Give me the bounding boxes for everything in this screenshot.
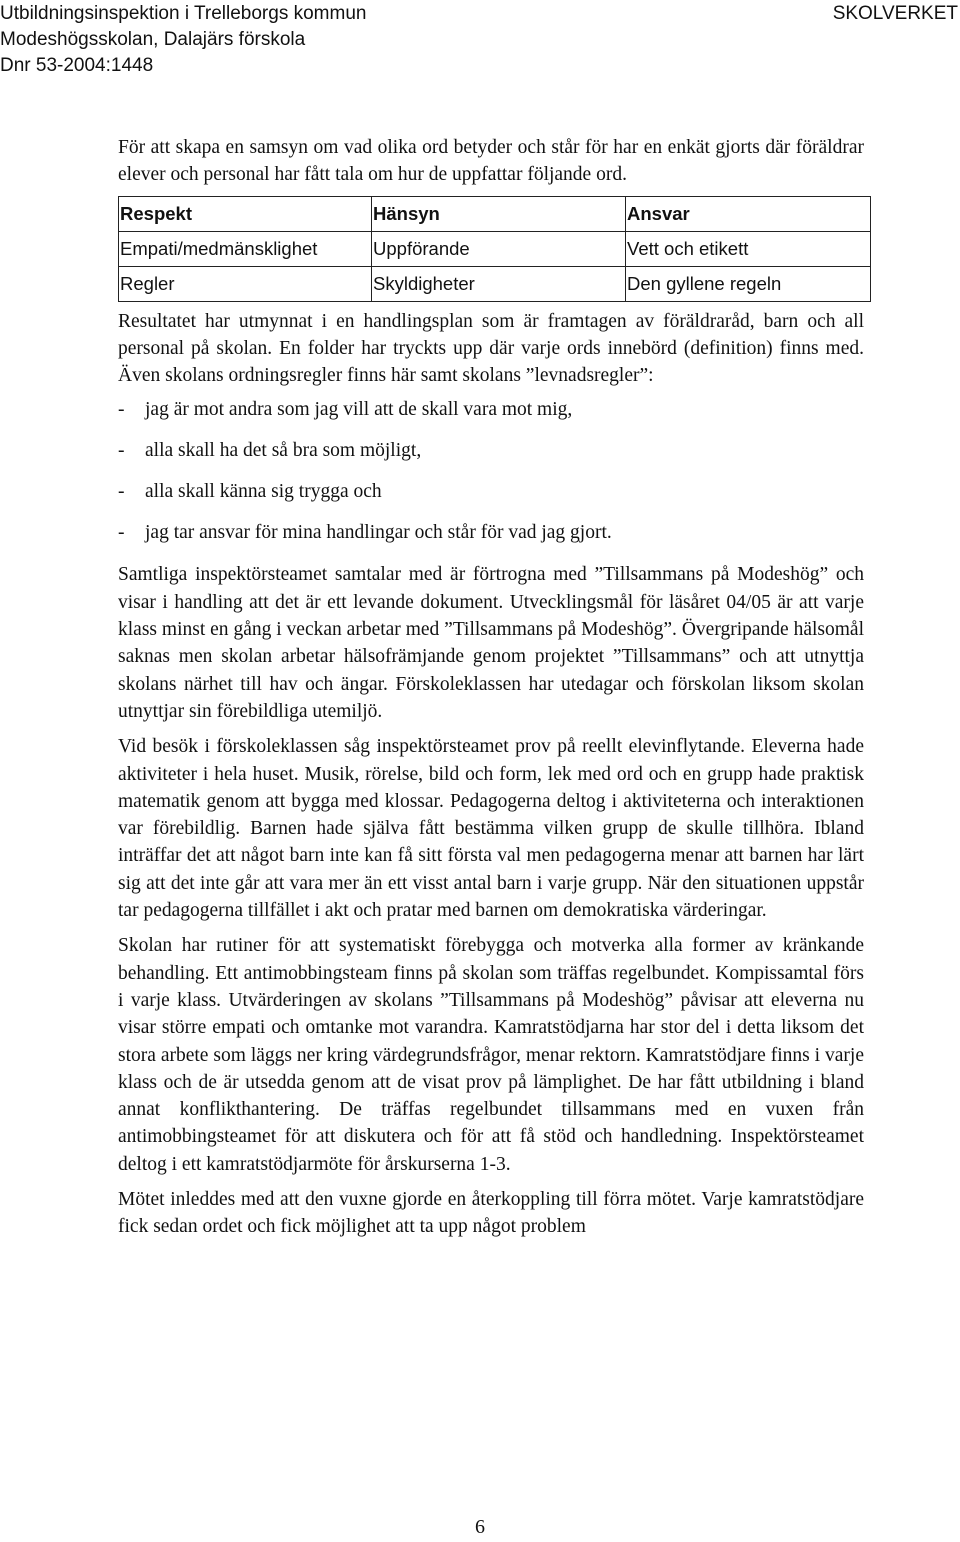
- paragraph-3: Samtliga inspektörsteamet samtalar med är förtrogna med ”Tillsammans på Modeshög” och visar i handling att det är ett levande dokument. Utvecklingsmål för läsåret 04/05 är att varje klass minst en gång i veckan arbetar med ”Tillsammans på Modeshög”. Övergripande hälsomål saknas men skolan arbetar hälsofrämjande genom projektet ”Tillsammans” och att utnyttja skolans närhet till hav och ängar. Förskoleklassen har utedagar och förskolan liksom skolan utnyttjar sin förebildliga utemiljö.: [118, 564, 864, 722]
- table-cell: Ansvar: [626, 196, 871, 231]
- list-item-text: alla skall känna sig trygga och: [145, 481, 382, 503]
- document-header: [0, 1, 366, 79]
- list-dash: -: [118, 440, 125, 462]
- table-row: [119, 196, 871, 231]
- header-line-school: Modeshögsskolan, Dalajärs förskola: [0, 29, 306, 50]
- table-cell: Uppförande: [372, 231, 626, 266]
- list-dash: -: [118, 399, 125, 421]
- header-line-dnr: Dnr 53-2004:1448: [0, 55, 154, 76]
- rules-list: [118, 389, 864, 553]
- list-item-text: jag är mot andra som jag vill att de skall vara mot mig,: [145, 399, 573, 421]
- table-cell: Vett och etikett: [626, 231, 871, 266]
- paragraph-4: Vid besök i förskoleklassen såg inspektörsteamet prov på reellt elevinflytande. Eleverna hade aktiviteter i hela huset. Musik, rörelse, bild och form, lek med ord och en grupp hade praktisk matematik genom att bygga med klossar. Pedagogerna deltog i aktiviteterna och interaktionen var förebildlig. Barnen hade själva fått bestämma vilken grupp de skulle tillhöra. Ibland inträffar det att något barn inte kan få sitt första val men pedagogerna menar att barnen har lärt sig att det inte går att vara mer än ett visst antal barn i varje grupp. När den situationen uppstår tar pedagogerna tillfället i akt och pratar med barnen om demokratiska värderingar.: [118, 736, 864, 922]
- table-cell: Skyldigheter: [372, 266, 626, 301]
- list-item-text: alla skall ha det så bra som möjligt,: [145, 440, 422, 462]
- table-row: [119, 266, 871, 301]
- page-number: 6: [475, 1516, 485, 1538]
- list-item: [118, 430, 864, 471]
- values-table: [118, 196, 871, 302]
- table-cell: Hänsyn: [372, 196, 626, 231]
- table-row: [119, 231, 871, 266]
- list-item: [118, 389, 864, 430]
- paragraph-6: Mötet inleddes med att den vuxne gjorde en återkoppling till förra mötet. Varje kamratstödjare fick sedan ordet och fick möjlighet att ta upp något problem: [118, 1189, 864, 1238]
- header-line-title: Utbildningsinspektion i Trelleborgs kommun: [0, 3, 367, 24]
- table-cell: Respekt: [119, 196, 372, 231]
- list-item-text: jag tar ansvar för mina handlingar och står för vad jag gjort.: [145, 522, 612, 544]
- document-body: [118, 134, 864, 1241]
- list-dash: -: [118, 481, 125, 503]
- paragraph-result: Resultatet har utmynnat i en handlingsplan som är framtagen av föräldraråd, barn och all personal på skolan. En folder har tryckts upp där varje ords innebörd (definition) finns med. Även skolans ordningsregler finns här samt skolans ”levnadsregler”:: [118, 310, 864, 387]
- list-item: [118, 512, 864, 553]
- table-cell: Empati/medmänsklighet: [119, 231, 372, 266]
- list-item: [118, 471, 864, 512]
- table-cell: Den gyllene regeln: [626, 266, 871, 301]
- paragraph-intro: För att skapa en samsyn om vad olika ord betyder och står för har en enkät gjorts där föräldrar elever och personal har fått tala om hur de uppfattar följande ord.: [118, 137, 864, 186]
- list-dash: -: [118, 522, 125, 544]
- agency-name: SKOLVERKET: [832, 3, 958, 24]
- paragraph-5: Skolan har rutiner för att systematiskt förebygga och motverka alla former av kränkande behandling. Ett antimobbingsteam finns på skolan som träffas regelbundet. Kompissamtal förs i varje klass. Utvärderingen av skolans ”Tillsammans på Modeshög” påvisar att eleverna nu visar större empati och omtanke mot varandra. Kamratstödjarna har stor del i detta liksom det stora arbete som läggs ner kring värdegrundsfrågor, menar rektorn. Kamratstödjare finns i varje klass och de är utsedda genom att de visat prov på lämplighet. De har fått utbildning i bland annat konflikthantering. De träffas regelbundet tillsammans med en vuxen från antimobbingsteamet för att diskutera och för att få stöd och handledning. Inspektörsteamet deltog i ett kamratstödjarmöte för årskurserna 1-3.: [118, 935, 864, 1175]
- table-cell: Regler: [119, 266, 372, 301]
